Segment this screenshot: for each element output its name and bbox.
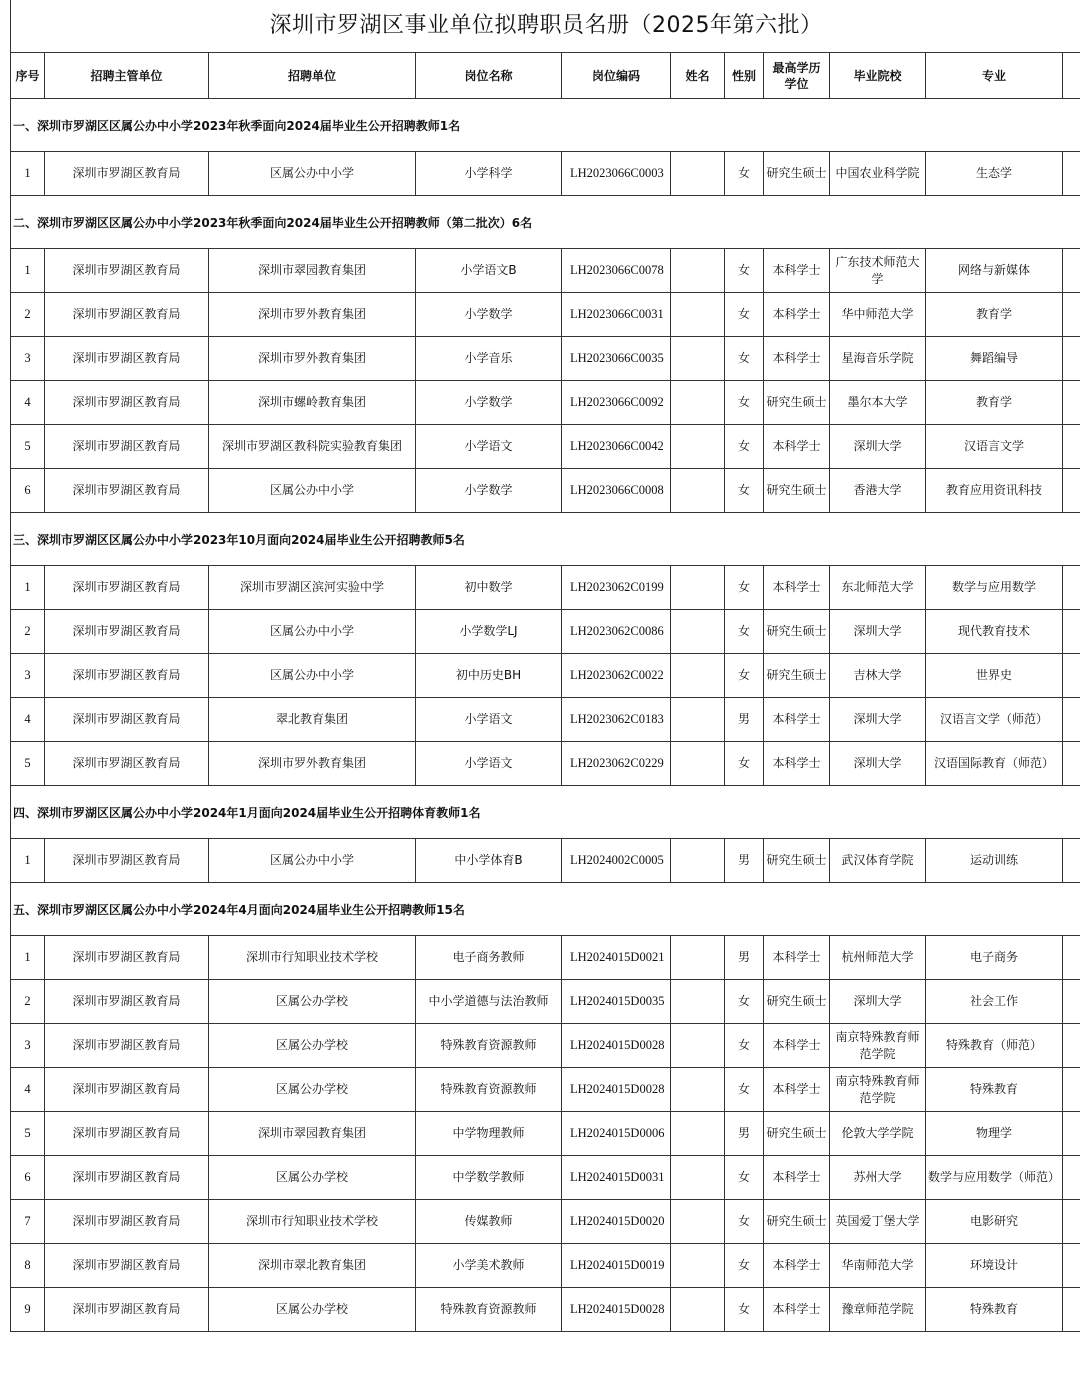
cell-post: 小学语文 [416,742,562,786]
cell-post: 电子商务教师 [416,936,562,980]
row-number: 5 [11,1112,45,1156]
cell-post: 初中数学 [416,566,562,610]
table-row [11,337,1080,381]
cell-degree: 研究生硕士 [764,381,830,425]
row-number: 6 [11,1156,45,1200]
cell-gender: 女 [725,980,764,1024]
cell-school: 苏州大学 [830,1156,926,1200]
cell-code: LH2024015D0031 [562,1156,671,1200]
cell-post: 小学语文 [416,698,562,742]
row-number: 5 [11,425,45,469]
row-number: 2 [11,610,45,654]
cell-unit: 深圳市翠园教育集团 [209,1112,416,1156]
cell-post: 中小学道德与法治教师 [416,980,562,1024]
cell-gender: 女 [725,1156,764,1200]
cell-dept: 深圳市罗湖区教育局 [45,293,209,337]
table-row [11,469,1080,513]
cell-name [671,1068,725,1112]
cell-degree: 本科学士 [764,698,830,742]
cell-code: LH2023062C0022 [562,654,671,698]
cell-school: 深圳大学 [830,742,926,786]
cell-code: LH2023062C0086 [562,610,671,654]
cell-major: 特殊教育 [926,1068,1063,1112]
cell-gender: 男 [725,936,764,980]
cell-dept: 深圳市罗湖区教育局 [45,1068,209,1112]
header-cell: 毕业院校 [830,53,926,99]
row-number: 1 [11,839,45,883]
cell-extra [1063,742,1080,786]
row-number: 3 [11,1024,45,1068]
cell-school: 广东技术师范大学 [830,249,926,293]
header-cell: 性别 [725,53,764,99]
cell-degree: 研究生硕士 [764,1200,830,1244]
cell-post: 传媒教师 [416,1200,562,1244]
cell-dept: 深圳市罗湖区教育局 [45,152,209,196]
cell-degree: 研究生硕士 [764,610,830,654]
cell-dept: 深圳市罗湖区教育局 [45,566,209,610]
cell-dept: 深圳市罗湖区教育局 [45,381,209,425]
cell-degree: 本科学士 [764,337,830,381]
cell-unit: 深圳市行知职业技术学校 [209,1200,416,1244]
cell-post: 小学美术教师 [416,1244,562,1288]
cell-unit: 深圳市行知职业技术学校 [209,936,416,980]
cell-post: 小学数学 [416,381,562,425]
cell-school: 华中师范大学 [830,293,926,337]
cell-school: 吉林大学 [830,654,926,698]
cell-major: 教育应用资讯科技 [926,469,1063,513]
header-cell: 招聘单位 [209,53,416,99]
section-title: 四、深圳市罗湖区区属公办中小学2024年1月面向2024届毕业生公开招聘体育教师1名 [11,786,1080,839]
header-cell: 岗位名称 [416,53,562,99]
cell-name [671,1244,725,1288]
cell-school: 星海音乐学院 [830,337,926,381]
cell-major: 舞蹈编导 [926,337,1063,381]
cell-extra [1063,936,1080,980]
cell-code: LH2023062C0229 [562,742,671,786]
row-number: 2 [11,980,45,1024]
cell-extra [1063,1068,1080,1112]
cell-degree: 本科学士 [764,566,830,610]
cell-school: 墨尔本大学 [830,381,926,425]
cell-degree: 本科学士 [764,249,830,293]
cell-post: 小学数学LJ [416,610,562,654]
cell-school: 南京特殊教育师范学院 [830,1024,926,1068]
table-row [11,249,1080,293]
cell-extra [1063,1024,1080,1068]
cell-dept: 深圳市罗湖区教育局 [45,1288,209,1332]
table-row [11,1024,1080,1068]
cell-unit: 区属公办中小学 [209,152,416,196]
table-body [11,99,1080,1332]
cell-school: 杭州师范大学 [830,936,926,980]
cell-major: 特殊教育（师范） [926,1024,1063,1068]
cell-post: 特殊教育资源教师 [416,1068,562,1112]
table-row [11,1112,1080,1156]
cell-dept: 深圳市罗湖区教育局 [45,980,209,1024]
cell-degree: 研究生硕士 [764,839,830,883]
row-number: 2 [11,293,45,337]
cell-unit: 深圳市罗湖区滨河实验中学 [209,566,416,610]
cell-extra [1063,1244,1080,1288]
cell-major: 世界史 [926,654,1063,698]
section-header-row [11,513,1080,566]
cell-unit: 区属公办学校 [209,1068,416,1112]
cell-post: 特殊教育资源教师 [416,1024,562,1068]
cell-post: 中学数学教师 [416,1156,562,1200]
cell-unit: 区属公办学校 [209,1024,416,1068]
cell-name [671,425,725,469]
cell-degree: 研究生硕士 [764,980,830,1024]
cell-gender: 女 [725,1244,764,1288]
cell-school: 东北师范大学 [830,566,926,610]
cell-extra [1063,610,1080,654]
header-cell-extra [1063,53,1080,99]
row-number: 5 [11,742,45,786]
cell-extra [1063,249,1080,293]
cell-code: LH2024015D0028 [562,1288,671,1332]
cell-post: 小学音乐 [416,337,562,381]
cell-unit: 翠北教育集团 [209,698,416,742]
table-row [11,742,1080,786]
cell-major: 物理学 [926,1112,1063,1156]
row-number: 3 [11,654,45,698]
cell-gender: 女 [725,566,764,610]
cell-extra [1063,152,1080,196]
row-number: 4 [11,1068,45,1112]
cell-degree: 研究生硕士 [764,469,830,513]
section-header-row [11,99,1080,152]
cell-degree: 本科学士 [764,936,830,980]
table-row [11,1244,1080,1288]
table-row [11,381,1080,425]
cell-post: 中学物理教师 [416,1112,562,1156]
cell-school: 深圳大学 [830,980,926,1024]
cell-unit: 区属公办学校 [209,1288,416,1332]
table-row [11,425,1080,469]
header-row [11,53,1080,99]
cell-extra [1063,381,1080,425]
cell-dept: 深圳市罗湖区教育局 [45,425,209,469]
cell-extra [1063,654,1080,698]
cell-gender: 女 [725,1288,764,1332]
cell-major: 教育学 [926,293,1063,337]
cell-post: 特殊教育资源教师 [416,1288,562,1332]
cell-post: 小学语文B [416,249,562,293]
cell-post: 中小学体育B [416,839,562,883]
row-number: 4 [11,381,45,425]
cell-code: LH2024015D0035 [562,980,671,1024]
cell-name [671,610,725,654]
table-row [11,1156,1080,1200]
cell-gender: 男 [725,1112,764,1156]
cell-gender: 女 [725,610,764,654]
table-row [11,698,1080,742]
cell-major: 汉语言文学 [926,425,1063,469]
staff-table [10,52,1080,1332]
cell-name [671,469,725,513]
cell-name [671,1200,725,1244]
row-number: 4 [11,698,45,742]
cell-school: 中国农业科学院 [830,152,926,196]
row-number: 1 [11,249,45,293]
cell-gender: 女 [725,152,764,196]
cell-school: 南京特殊教育师范学院 [830,1068,926,1112]
cell-degree: 本科学士 [764,1024,830,1068]
cell-extra [1063,469,1080,513]
cell-gender: 女 [725,654,764,698]
cell-code: LH2023066C0078 [562,249,671,293]
cell-name [671,566,725,610]
cell-name [671,152,725,196]
cell-dept: 深圳市罗湖区教育局 [45,1024,209,1068]
cell-code: LH2024002C0005 [562,839,671,883]
cell-degree: 本科学士 [764,1244,830,1288]
row-number: 9 [11,1288,45,1332]
cell-unit: 区属公办中小学 [209,654,416,698]
cell-unit: 深圳市翠北教育集团 [209,1244,416,1288]
cell-gender: 女 [725,249,764,293]
cell-extra [1063,425,1080,469]
row-number: 1 [11,566,45,610]
cell-code: LH2024015D0021 [562,936,671,980]
cell-unit: 区属公办中小学 [209,610,416,654]
cell-school: 深圳大学 [830,698,926,742]
cell-dept: 深圳市罗湖区教育局 [45,610,209,654]
cell-unit: 区属公办学校 [209,1156,416,1200]
cell-major: 网络与新媒体 [926,249,1063,293]
row-number: 6 [11,469,45,513]
cell-name [671,839,725,883]
cell-extra [1063,980,1080,1024]
section-header-row [11,883,1080,936]
cell-school: 深圳大学 [830,610,926,654]
cell-dept: 深圳市罗湖区教育局 [45,698,209,742]
cell-gender: 男 [725,839,764,883]
cell-dept: 深圳市罗湖区教育局 [45,742,209,786]
page-title: 深圳市罗湖区事业单位拟聘职员名册（2025年第六批） [10,0,1080,52]
cell-code: LH2023066C0092 [562,381,671,425]
cell-major: 电子商务 [926,936,1063,980]
cell-degree: 本科学士 [764,1288,830,1332]
cell-name [671,698,725,742]
cell-gender: 女 [725,469,764,513]
cell-major: 数学与应用数学 [926,566,1063,610]
table-row [11,1200,1080,1244]
cell-degree: 研究生硕士 [764,654,830,698]
cell-degree: 本科学士 [764,1068,830,1112]
cell-extra [1063,1288,1080,1332]
cell-extra [1063,1200,1080,1244]
cell-major: 汉语国际教育（师范） [926,742,1063,786]
cell-post: 小学语文 [416,425,562,469]
cell-major: 社会工作 [926,980,1063,1024]
cell-extra [1063,1156,1080,1200]
header-cell: 专业 [926,53,1063,99]
cell-name [671,1112,725,1156]
cell-unit: 深圳市罗外教育集团 [209,742,416,786]
cell-gender: 女 [725,1068,764,1112]
cell-degree: 研究生硕士 [764,1112,830,1156]
cell-name [671,936,725,980]
cell-code: LH2024015D0006 [562,1112,671,1156]
cell-name [671,1288,725,1332]
cell-gender: 女 [725,381,764,425]
cell-code: LH2024015D0019 [562,1244,671,1288]
cell-code: LH2023062C0183 [562,698,671,742]
cell-extra [1063,698,1080,742]
table-row [11,566,1080,610]
cell-dept: 深圳市罗湖区教育局 [45,1112,209,1156]
section-title: 一、深圳市罗湖区区属公办中小学2023年秋季面向2024届毕业生公开招聘教师1名 [11,99,1080,152]
cell-dept: 深圳市罗湖区教育局 [45,1156,209,1200]
cell-gender: 女 [725,293,764,337]
cell-major: 现代教育技术 [926,610,1063,654]
cell-dept: 深圳市罗湖区教育局 [45,1200,209,1244]
table-row [11,293,1080,337]
cell-major: 汉语言文学（师范） [926,698,1063,742]
table-row [11,980,1080,1024]
cell-school: 华南师范大学 [830,1244,926,1288]
section-header-row [11,786,1080,839]
section-title: 五、深圳市罗湖区区属公办中小学2024年4月面向2024届毕业生公开招聘教师15名 [11,883,1080,936]
cell-school: 深圳大学 [830,425,926,469]
header-cell: 最高学历学位 [764,53,830,99]
cell-code: LH2024015D0028 [562,1024,671,1068]
cell-code: LH2023066C0031 [562,293,671,337]
cell-unit: 深圳市翠园教育集团 [209,249,416,293]
table-row [11,936,1080,980]
section-title: 三、深圳市罗湖区区属公办中小学2023年10月面向2024届毕业生公开招聘教师5名 [11,513,1080,566]
cell-major: 生态学 [926,152,1063,196]
cell-gender: 女 [725,1024,764,1068]
cell-school: 豫章师范学院 [830,1288,926,1332]
cell-unit: 区属公办中小学 [209,469,416,513]
cell-name [671,742,725,786]
cell-extra [1063,839,1080,883]
cell-extra [1063,566,1080,610]
cell-name [671,249,725,293]
header-cell: 姓名 [671,53,725,99]
cell-degree: 本科学士 [764,1156,830,1200]
cell-name [671,654,725,698]
cell-gender: 女 [725,337,764,381]
cell-code: LH2023066C0003 [562,152,671,196]
cell-gender: 女 [725,425,764,469]
cell-gender: 男 [725,698,764,742]
cell-dept: 深圳市罗湖区教育局 [45,469,209,513]
row-number: 3 [11,337,45,381]
cell-name [671,293,725,337]
cell-unit: 区属公办学校 [209,980,416,1024]
table-row [11,1068,1080,1112]
header-cell: 岗位编码 [562,53,671,99]
cell-school: 香港大学 [830,469,926,513]
cell-degree: 研究生硕士 [764,152,830,196]
row-number: 8 [11,1244,45,1288]
cell-name [671,381,725,425]
header-cell: 招聘主管单位 [45,53,209,99]
section-title: 二、深圳市罗湖区区属公办中小学2023年秋季面向2024届毕业生公开招聘教师（第二批次）6名 [11,196,1080,249]
cell-unit: 深圳市螺岭教育集团 [209,381,416,425]
cell-unit: 区属公办中小学 [209,839,416,883]
cell-major: 特殊教育 [926,1288,1063,1332]
cell-code: LH2023062C0199 [562,566,671,610]
row-number: 7 [11,1200,45,1244]
cell-dept: 深圳市罗湖区教育局 [45,1244,209,1288]
cell-degree: 本科学士 [764,425,830,469]
table-row [11,654,1080,698]
table-row [11,610,1080,654]
table-row [11,1288,1080,1332]
cell-major: 运动训练 [926,839,1063,883]
cell-dept: 深圳市罗湖区教育局 [45,249,209,293]
cell-post: 初中历史BH [416,654,562,698]
cell-school: 伦敦大学学院 [830,1112,926,1156]
cell-post: 小学数学 [416,469,562,513]
cell-code: LH2023066C0008 [562,469,671,513]
cell-major: 电影研究 [926,1200,1063,1244]
cell-code: LH2023066C0035 [562,337,671,381]
cell-gender: 女 [725,1200,764,1244]
cell-extra [1063,293,1080,337]
row-number: 1 [11,936,45,980]
cell-dept: 深圳市罗湖区教育局 [45,337,209,381]
cell-degree: 本科学士 [764,293,830,337]
cell-unit: 深圳市罗外教育集团 [209,337,416,381]
cell-major: 环境设计 [926,1244,1063,1288]
cell-gender: 女 [725,742,764,786]
section-header-row [11,196,1080,249]
cell-extra [1063,337,1080,381]
cell-post: 小学数学 [416,293,562,337]
cell-major: 数学与应用数学（师范） [926,1156,1063,1200]
header-cell: 序号 [11,53,45,99]
cell-major: 教育学 [926,381,1063,425]
cell-code: LH2023066C0042 [562,425,671,469]
cell-code: LH2024015D0020 [562,1200,671,1244]
cell-code: LH2024015D0028 [562,1068,671,1112]
cell-unit: 深圳市罗湖区教科院实验教育集团 [209,425,416,469]
row-number: 1 [11,152,45,196]
cell-name [671,1156,725,1200]
cell-dept: 深圳市罗湖区教育局 [45,654,209,698]
cell-extra [1063,1112,1080,1156]
table-row [11,839,1080,883]
cell-school: 英国爱丁堡大学 [830,1200,926,1244]
cell-dept: 深圳市罗湖区教育局 [45,936,209,980]
cell-post: 小学科学 [416,152,562,196]
cell-name [671,980,725,1024]
cell-school: 武汉体育学院 [830,839,926,883]
cell-dept: 深圳市罗湖区教育局 [45,839,209,883]
cell-unit: 深圳市罗外教育集团 [209,293,416,337]
cell-degree: 本科学士 [764,742,830,786]
table-row [11,152,1080,196]
cell-name [671,337,725,381]
cell-name [671,1024,725,1068]
